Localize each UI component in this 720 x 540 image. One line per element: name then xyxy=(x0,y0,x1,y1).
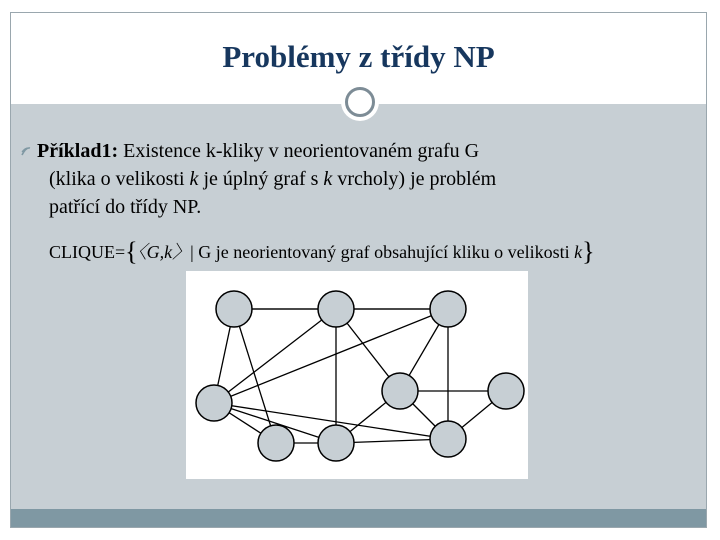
bullet-icon xyxy=(21,146,31,156)
example-label: Příklad1: xyxy=(37,140,119,162)
clique-tuple: 〈G,k〉 xyxy=(137,242,191,262)
bullet-line-2-k2: k xyxy=(323,168,333,190)
bullet-line-1-text: Existence k-kliky v neorientovaném grafu G xyxy=(118,140,480,162)
clique-prefix: CLIQUE= xyxy=(49,242,126,262)
graph-edge-A-E xyxy=(234,309,276,443)
ring-inner xyxy=(345,87,375,117)
graph-svg xyxy=(186,271,528,479)
clique-close-brace: } xyxy=(582,237,595,266)
graph-node-E xyxy=(258,425,294,461)
graph-node-I xyxy=(488,373,524,409)
clique-open-brace: { xyxy=(125,237,138,266)
bullet-line-2-k1: k xyxy=(189,168,199,190)
clique-k: k xyxy=(574,242,583,262)
footer-bar xyxy=(11,509,706,527)
bullet-line-1 xyxy=(37,137,667,165)
slide-title: Problémy z třídy NP xyxy=(222,39,495,74)
clique-middle: | G je neorientovaný graf obsahující kliku o velikosti xyxy=(190,242,575,262)
graph-node-C xyxy=(430,291,466,327)
bullet-line-2 xyxy=(37,165,667,193)
clique-definition xyxy=(49,235,699,265)
graph-node-G xyxy=(382,373,418,409)
graph-node-A xyxy=(216,291,252,327)
graph-node-D xyxy=(196,385,232,421)
graph-node-H xyxy=(430,421,466,457)
bullet-line-3: patřící do třídy NP. xyxy=(49,196,202,218)
graph-node-F xyxy=(318,425,354,461)
bullet-line-2-b: je úplný graf s xyxy=(198,168,324,190)
divider-ring-ornament xyxy=(341,83,379,121)
graph-node-B xyxy=(318,291,354,327)
bullet-line-2-a: (klika o velikosti xyxy=(49,168,190,190)
slide-frame xyxy=(10,12,707,528)
bullet-paragraph xyxy=(37,137,667,221)
graph-figure xyxy=(186,271,528,479)
bullet-line-2-c: vrcholy) je problém xyxy=(332,168,497,190)
